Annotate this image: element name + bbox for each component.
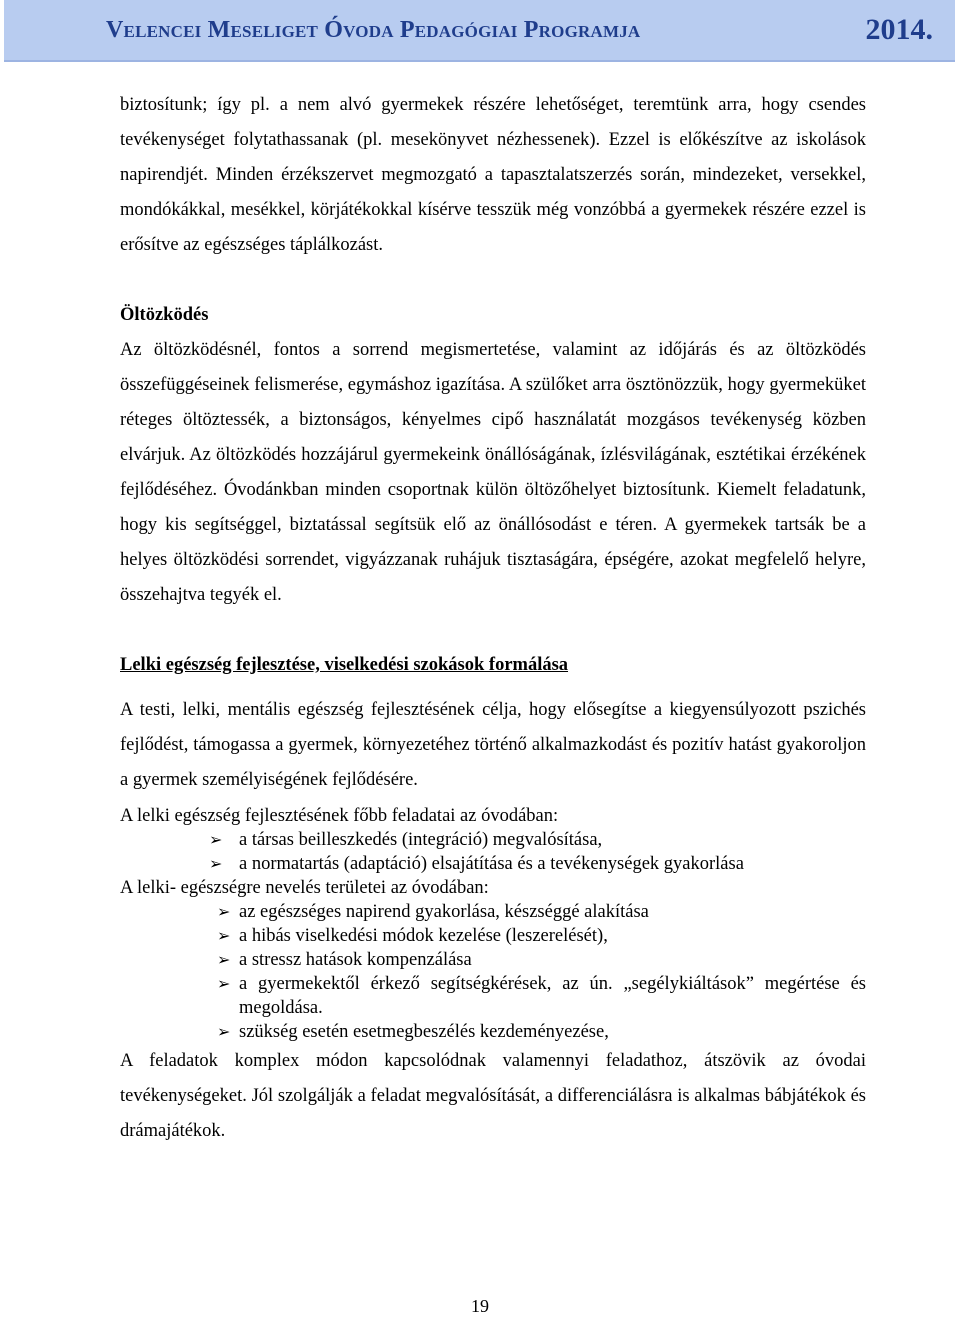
mental-health-paragraph: A testi, lelki, mentális egészség fejlesztésének célja, hogy elősegítse a kiegyensúlyozott pszichés fejlődést, támogassa a gyermek, környezetéhez történő alkalmazkodást és pozitív hatást gyakoroljon a gyermek személyiségének fejlődésére. bbox=[120, 700, 866, 790]
arrow-bullet-icon: ➢ bbox=[217, 926, 231, 945]
arrow-bullet-icon: ➢ bbox=[217, 974, 231, 993]
list-item: ➢ az egészséges napirend gyakorlása, készséggé alakítása bbox=[217, 902, 649, 922]
list-item: ➢ a stressz hatások kompenzálása bbox=[217, 950, 472, 970]
header-year: 2014. bbox=[865, 13, 933, 46]
page-number: 19 bbox=[471, 1296, 489, 1316]
list-item: ➢ a gyermekektől érkező segítségkérések, az ún. „segélykiáltások” megértése és megoldása. bbox=[217, 974, 866, 1018]
list-item: ➢ a normatartás (adaptáció) elsajátítása és a tevékenységek gyakorlása bbox=[209, 854, 744, 874]
tasks-list bbox=[120, 828, 866, 876]
closing-paragraph: A feladatok komplex módon kapcsolódnak valamennyi feladathoz, átszövik az óvodai tevékenységeket. Jól szolgálják a feladat megvalósítását, a differenciálásra is alkalmas bábjátékok és drámajátékok. bbox=[120, 1051, 866, 1141]
dressing-paragraph: Az öltözködésnél, fontos a sorrend megismertetése, valamint az időjárás és az öltözködés összefüggéseinek felismerése, egymáshoz igazítása. A szülőket arra ösztönözzük, hogy gyermeküket réteges öltöztessék, a biztonságos, kényelmes cipő használatát mozgásos tevékenység közben elvárjuk. Az öltözködés hozzájárul gyermekeink önállóságának, ízlésvilágának, esztétikai érzékének fejlődéséhez. Óvodánkban minden csoportnak külön öltözőhelyet biztosítunk. Kiemelt feladatunk, hogy kis segítséggel, biztatással segítsük elő az önállósodást e téren. A gyermekek tartsák be a helyes öltözködési sorrendet, vigyázzanak ruhájuk tisztaságára, épségére, azokat megfelelő helyre, összehajtva tegyék el. bbox=[120, 340, 866, 605]
arrow-bullet-icon: ➢ bbox=[217, 1022, 231, 1041]
arrow-bullet-icon: ➢ bbox=[217, 902, 231, 921]
document-body bbox=[120, 88, 866, 1149]
areas-intro: A lelki- egészségre nevelés területei az óvodában: bbox=[120, 878, 489, 898]
areas-list bbox=[120, 900, 866, 1044]
arrow-bullet-icon: ➢ bbox=[217, 950, 231, 969]
page-header bbox=[4, 0, 955, 62]
list-item: ➢ szükség esetén esetmegbeszélés kezdeményezése, bbox=[217, 1022, 609, 1042]
mental-health-heading: Lelki egészség fejlesztése, viselkedési szokások formálása bbox=[120, 655, 569, 675]
header-title: Velencei Meseliget Óvoda Pedagógiai Programja bbox=[106, 16, 641, 43]
tasks-intro: A lelki egészség fejlesztésének főbb feladatai az óvodában: bbox=[120, 806, 559, 826]
dressing-heading: Öltözködés bbox=[120, 305, 209, 325]
intro-paragraph: biztosítunk; így pl. a nem alvó gyermekek részére lehetőséget, teremtünk arra, hogy csendes tevékenységet folytathassanak (pl. mesekönyvet nézhessenek). Ezzel is előkészítve az iskolások napirendjét. Minden érzékszervet megmozgató a tapasztalatszerzés során, mindezeket, versekkel, mondókákkal, mesékkel, körjátékokkal kísérve tesszük még vonzóbbá a gyermekek részére ezzel is erősítve az egészséges táplálkozást. bbox=[120, 95, 866, 255]
list-item: ➢ a hibás viselkedési módok kezelése (leszerelését), bbox=[217, 926, 608, 946]
arrow-bullet-icon: ➢ bbox=[209, 830, 223, 849]
list-item: ➢ a társas beilleszkedés (integráció) megvalósítása, bbox=[209, 830, 603, 850]
arrow-bullet-icon: ➢ bbox=[209, 854, 223, 873]
